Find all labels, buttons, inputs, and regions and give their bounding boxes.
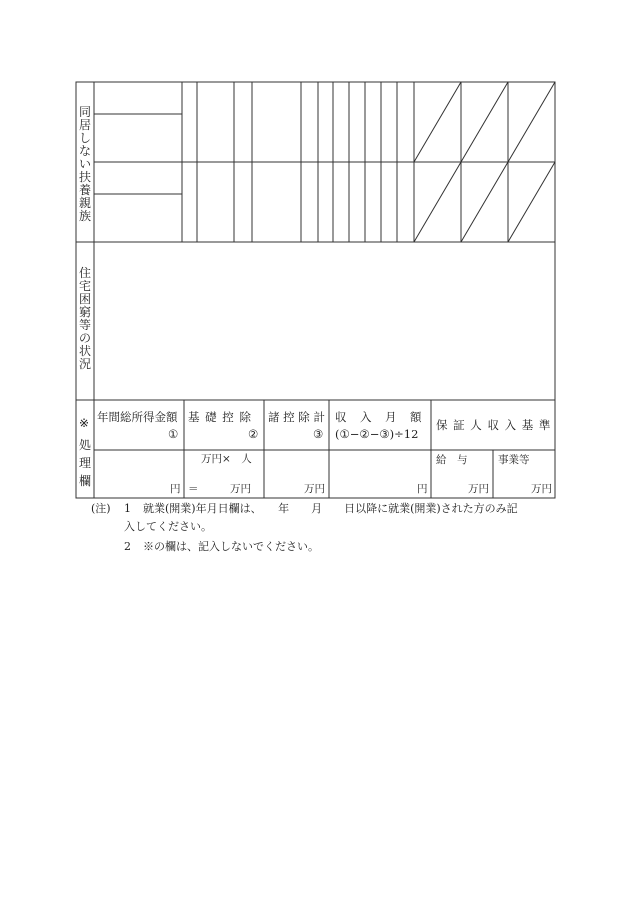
annual-income-header: 年間総所得金額 [97, 410, 178, 424]
note1-line2: 入してください。 [124, 520, 212, 533]
monthly-income-formula: (①−②−③)÷12 [335, 427, 419, 441]
housing-status-label: 住 宅 困 窮 等 の 状 況 [78, 266, 91, 371]
salary-unit: 万円 [468, 483, 489, 495]
annual-income-yen: 円 [170, 483, 181, 495]
basic-deduction-multiplier: 万円× 人 [201, 453, 252, 465]
nonresident-dependents-label: 同 居 し な い 扶 養 親 族 [78, 105, 91, 223]
business-unit: 万円 [531, 483, 552, 495]
business-label: 事業等 [498, 454, 530, 466]
note2-number: 2 [124, 540, 131, 553]
monthly-income-yen: 円 [417, 483, 428, 495]
other-deductions-unit: 万円 [304, 483, 325, 495]
processing-label: 処 理 欄 [78, 438, 91, 488]
basic-deduction-num: ② [248, 427, 259, 441]
note1-number: 1 [124, 502, 131, 515]
note1-line1: 就業(開業)年月日欄は、 年 月 日以降に就業(開業)された方のみ記 [143, 502, 518, 515]
basic-deduction-result: ＝ 万円 [188, 483, 251, 495]
note-prefix: (注) [91, 502, 111, 515]
guarantor-income-header: 保 証 人 収 入 基 準 [436, 418, 552, 432]
note2-text: ※の欄は、記入しないでください。 [143, 540, 319, 553]
annual-income-num: ① [168, 427, 179, 441]
monthly-income-header: 収 入 月 額 [335, 410, 423, 424]
other-deductions-num: ③ [313, 427, 324, 441]
processing-mark: ※ [79, 416, 90, 430]
basic-deduction-header: 基 礎 控 除 [188, 410, 252, 424]
salary-label: 給 与 [436, 454, 468, 466]
other-deductions-header: 諸 控 除 計 [268, 410, 325, 424]
